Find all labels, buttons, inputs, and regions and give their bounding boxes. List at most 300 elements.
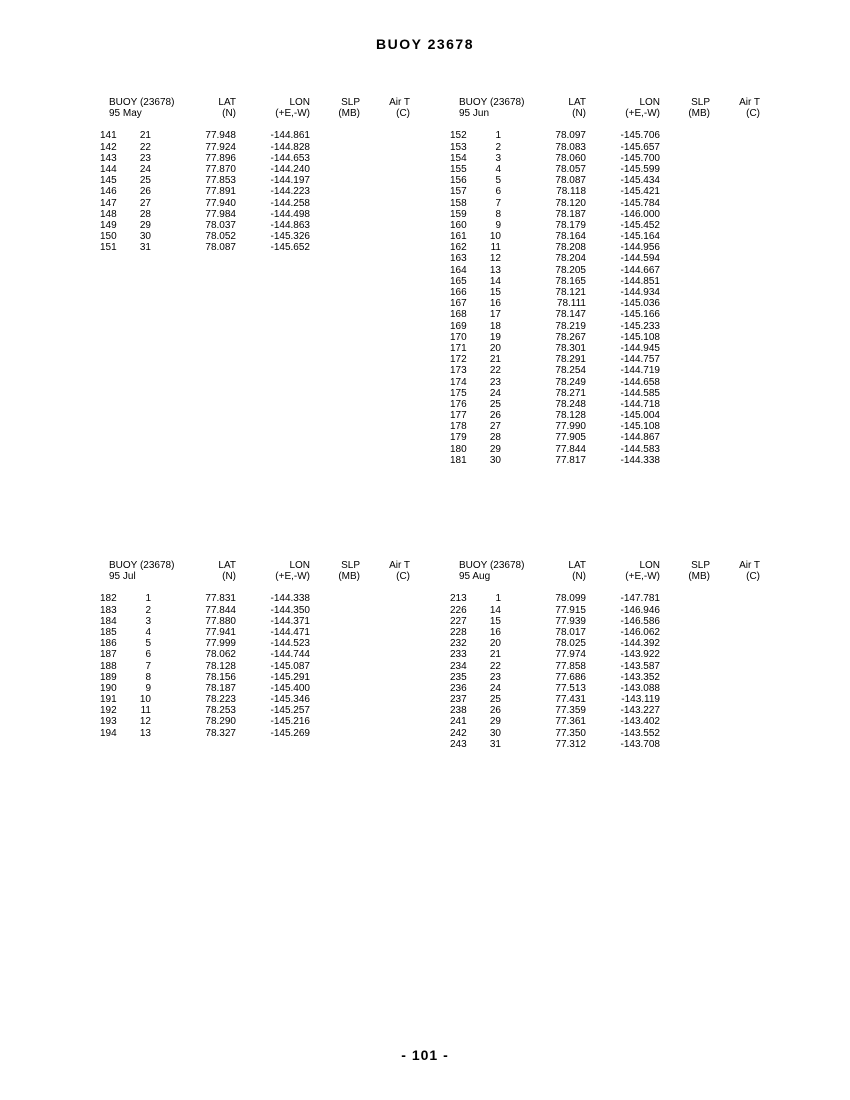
lon-value: -143.922 (620, 649, 660, 661)
lon-value: -144.585 (620, 387, 660, 399)
lat-value: 78.111 (556, 298, 586, 310)
table-row (450, 130, 760, 141)
data-rows (100, 593, 410, 738)
lon-value: -145.216 (270, 716, 310, 728)
airt-unit: (C) (396, 571, 410, 583)
table-row (450, 153, 760, 164)
day-of-month: 5 (145, 638, 151, 650)
day-of-year: 171 (450, 342, 467, 354)
lat-value: 77.948 (205, 130, 236, 142)
lon-value: -145.700 (620, 152, 660, 164)
table-row (100, 716, 410, 727)
lat-value: 78.118 (556, 186, 586, 198)
lat-value: 78.147 (555, 309, 586, 321)
table-row (450, 354, 760, 365)
lon-value: -145.657 (620, 141, 660, 153)
day-of-year: 148 (100, 208, 117, 220)
day-of-year: 190 (100, 682, 117, 694)
day-of-year: 161 (450, 231, 467, 243)
lat-value: 77.844 (555, 443, 586, 455)
lat-value: 77.844 (205, 604, 236, 616)
lat-value: 78.208 (555, 242, 586, 254)
day-of-month: 20 (489, 638, 501, 650)
table-row (100, 186, 410, 197)
day-of-year: 192 (100, 705, 117, 717)
table-row (450, 142, 760, 153)
lon-value: -144.240 (270, 163, 310, 175)
day-of-month: 21 (489, 354, 501, 366)
lon-value: -145.652 (270, 242, 310, 254)
data-block-jun (450, 97, 760, 466)
day-of-month: 2 (145, 604, 151, 616)
lat-value: 78.087 (205, 242, 236, 254)
lat-value: 78.249 (555, 376, 586, 388)
lon-value: -144.371 (270, 615, 310, 627)
table-row (450, 265, 760, 276)
lon-value: -145.421 (620, 186, 660, 198)
lat-value: 78.253 (205, 705, 236, 717)
lon-value: -145.166 (620, 309, 660, 321)
data-block-aug (450, 560, 760, 750)
lon-value: -144.594 (620, 253, 660, 265)
lon-value: -144.744 (270, 649, 310, 661)
lon-value: -144.945 (620, 342, 660, 354)
table-row (450, 276, 760, 287)
table-row (450, 455, 760, 466)
table-row (100, 605, 410, 616)
day-of-month: 24 (489, 682, 501, 694)
day-of-month: 10 (489, 231, 501, 243)
day-of-year: 163 (450, 253, 467, 265)
day-of-month: 22 (489, 365, 501, 377)
table-row (450, 242, 760, 253)
day-of-month: 7 (145, 660, 151, 672)
day-of-month: 3 (495, 152, 501, 164)
day-of-month: 9 (145, 682, 151, 694)
day-of-year: 156 (450, 175, 467, 187)
day-of-month: 11 (490, 242, 501, 254)
day-of-month: 24 (139, 163, 151, 175)
day-of-month: 27 (489, 421, 501, 433)
lat-value: 77.817 (555, 454, 586, 466)
table-row (100, 649, 410, 660)
day-of-month: 26 (489, 705, 501, 717)
lat-value: 77.974 (555, 649, 586, 661)
buoy-label: BUOY (23678) (109, 560, 175, 571)
table-row (450, 388, 760, 399)
slp-header: SLP (341, 97, 360, 108)
lat-value: 78.057 (555, 163, 586, 175)
lon-value: -144.350 (270, 604, 310, 616)
day-of-month: 2 (495, 141, 501, 153)
table-row (450, 672, 760, 683)
table-row (100, 130, 410, 141)
lon-value: -145.784 (620, 197, 660, 209)
day-of-year: 243 (450, 738, 467, 750)
lon-value: -145.108 (620, 331, 660, 343)
day-of-month: 15 (489, 615, 501, 627)
day-of-year: 185 (100, 626, 117, 638)
lon-value: -144.867 (620, 432, 660, 444)
slp-header: SLP (691, 97, 710, 108)
airt-unit: (C) (746, 108, 760, 120)
lon-value: -144.653 (270, 152, 310, 164)
day-of-month: 11 (140, 705, 151, 717)
lon-value: -143.708 (620, 738, 660, 750)
day-of-year: 184 (100, 615, 117, 627)
airt-header: Air T (739, 560, 760, 571)
day-of-year: 160 (450, 219, 467, 231)
lon-value: -143.352 (620, 671, 660, 683)
day-of-month: 23 (489, 376, 501, 388)
day-of-month: 29 (489, 443, 501, 455)
day-of-month: 20 (489, 342, 501, 354)
day-of-year: 177 (450, 410, 467, 422)
lon-value: -145.400 (270, 682, 310, 694)
day-of-year: 194 (100, 727, 117, 739)
lat-value: 78.060 (555, 152, 586, 164)
lat-value: 78.121 (555, 287, 586, 298)
lat-value: 78.179 (555, 219, 586, 231)
day-of-year: 175 (450, 387, 467, 399)
lat-value: 77.891 (205, 186, 236, 198)
day-of-month: 10 (139, 694, 151, 706)
lat-value: 77.984 (205, 208, 236, 220)
table-row (450, 593, 760, 604)
header-row-1 (450, 97, 760, 108)
lat-value: 78.025 (555, 638, 586, 650)
day-of-month: 25 (489, 694, 501, 706)
day-of-year: 228 (450, 626, 467, 638)
lat-value: 78.097 (555, 130, 586, 142)
lat-value: 77.350 (555, 727, 586, 739)
slp-unit: (MB) (688, 108, 710, 120)
day-of-year: 168 (450, 309, 467, 321)
period-label: 95 May (109, 108, 142, 120)
page-title: BUOY 23678 (375, 36, 474, 52)
lon-value: -145.346 (270, 694, 310, 706)
lon-value: -145.434 (620, 175, 660, 187)
day-of-month: 7 (495, 197, 501, 209)
lon-value: -146.946 (620, 604, 660, 616)
lon-value: -144.851 (620, 275, 660, 287)
day-of-month: 1 (495, 593, 501, 605)
lon-value: -144.828 (270, 141, 310, 153)
lon-value: -144.757 (620, 354, 660, 366)
table-row (450, 627, 760, 638)
lon-value: -144.338 (620, 454, 660, 466)
day-of-year: 237 (450, 694, 467, 706)
day-of-month: 8 (495, 208, 501, 220)
data-block-jul (100, 560, 410, 739)
lon-value: -144.863 (270, 219, 310, 231)
table-row (100, 593, 410, 604)
lat-value: 78.327 (205, 727, 236, 739)
lon-value: -145.452 (620, 219, 660, 231)
day-of-month: 8 (145, 671, 151, 683)
day-of-month: 14 (489, 604, 501, 616)
day-of-month: 31 (139, 242, 151, 254)
day-of-year: 242 (450, 727, 467, 739)
buoy-label: BUOY (23678) (459, 97, 525, 108)
lon-value: -145.269 (270, 727, 310, 739)
lat-value: 77.924 (205, 141, 236, 153)
lat-value: 78.254 (555, 365, 586, 377)
day-of-month: 5 (495, 175, 501, 187)
table-row (100, 142, 410, 153)
day-of-year: 178 (450, 421, 467, 433)
lat-value: 77.999 (205, 638, 236, 650)
lon-value: -143.552 (620, 727, 660, 739)
day-of-year: 189 (100, 671, 117, 683)
day-of-year: 172 (450, 354, 467, 366)
table-row (450, 739, 760, 750)
data-block-may (100, 97, 410, 253)
day-of-year: 236 (450, 682, 467, 694)
lon-unit: (+E,-W) (625, 108, 660, 120)
day-of-month: 30 (489, 454, 501, 466)
lon-value: -144.861 (270, 130, 310, 142)
table-row (450, 332, 760, 343)
day-of-month: 31 (489, 738, 501, 750)
slp-unit: (MB) (688, 571, 710, 583)
day-of-year: 186 (100, 638, 117, 650)
lon-value: -144.471 (270, 626, 310, 638)
day-of-year: 150 (100, 231, 117, 243)
lon-value: -146.000 (620, 208, 660, 220)
lat-value: 77.359 (555, 705, 586, 717)
table-row (100, 694, 410, 705)
lat-value: 78.291 (555, 354, 586, 366)
day-of-month: 25 (489, 398, 501, 410)
lon-value: -144.719 (620, 365, 660, 377)
table-row (100, 683, 410, 694)
data-rows (100, 130, 410, 253)
table-row (450, 343, 760, 354)
lon-value: -145.087 (270, 660, 310, 672)
day-of-year: 232 (450, 638, 467, 650)
lon-header: LON (639, 560, 660, 571)
day-of-year: 143 (100, 152, 117, 164)
day-of-month: 23 (489, 671, 501, 683)
lon-value: -145.706 (620, 130, 660, 142)
day-of-month: 21 (489, 649, 501, 661)
lat-value: 77.831 (205, 593, 236, 605)
table-row (450, 231, 760, 242)
lat-header: LAT (218, 97, 236, 108)
day-of-year: 151 (100, 242, 117, 254)
table-row (450, 253, 760, 264)
day-of-year: 159 (450, 208, 467, 220)
day-of-year: 183 (100, 604, 117, 616)
table-row (100, 672, 410, 683)
lat-unit: (N) (222, 108, 236, 120)
lon-value: -145.291 (270, 671, 310, 683)
day-of-year: 170 (450, 331, 467, 343)
buoy-label: BUOY (23678) (459, 560, 525, 571)
lon-unit: (+E,-W) (275, 108, 310, 120)
day-of-year: 145 (100, 175, 117, 187)
lat-value: 78.290 (205, 716, 236, 728)
day-of-year: 179 (450, 432, 467, 444)
day-of-month: 16 (489, 298, 501, 310)
table-row (450, 399, 760, 410)
lat-value: 78.087 (555, 175, 586, 187)
lon-value: -144.498 (270, 208, 310, 220)
slp-unit: (MB) (338, 571, 360, 583)
lon-header: LON (289, 560, 310, 571)
table-row (100, 627, 410, 638)
lon-header: LON (289, 97, 310, 108)
lon-value: -145.164 (620, 231, 660, 243)
lon-value: -144.197 (270, 175, 310, 187)
day-of-month: 13 (139, 727, 151, 739)
lat-value: 78.164 (555, 231, 586, 243)
lat-value: 78.099 (555, 593, 586, 605)
lat-value: 78.083 (555, 141, 586, 153)
lon-value: -146.586 (620, 615, 660, 627)
lat-value: 78.219 (555, 320, 586, 332)
airt-header: Air T (389, 97, 410, 108)
table-row (450, 444, 760, 455)
lat-header: LAT (218, 560, 236, 571)
day-of-year: 193 (100, 716, 117, 728)
airt-unit: (C) (746, 571, 760, 583)
slp-unit: (MB) (338, 108, 360, 120)
lat-value: 77.361 (555, 716, 586, 728)
lat-value: 78.204 (555, 253, 586, 265)
day-of-month: 29 (139, 219, 151, 231)
lat-value: 77.513 (555, 682, 586, 694)
table-row (450, 377, 760, 388)
lon-value: -144.258 (270, 197, 310, 209)
lon-value: -145.108 (620, 421, 660, 433)
lat-value: 78.062 (205, 649, 236, 661)
day-of-year: 165 (450, 275, 467, 287)
day-of-year: 153 (450, 141, 467, 153)
lat-value: 78.017 (555, 626, 586, 638)
lat-value: 78.205 (555, 264, 586, 276)
table-row (450, 683, 760, 694)
day-of-month: 4 (145, 626, 151, 638)
lat-value: 77.941 (205, 626, 236, 638)
lon-value: -144.667 (620, 264, 660, 276)
day-of-year: 141 (100, 130, 117, 142)
day-of-year: 158 (450, 197, 467, 209)
day-of-month: 6 (495, 186, 501, 198)
day-of-year: 191 (100, 694, 117, 706)
day-of-year: 157 (450, 186, 467, 198)
data-rows (450, 130, 760, 466)
day-of-month: 26 (489, 410, 501, 422)
lat-value: 78.120 (555, 197, 586, 209)
day-of-month: 15 (489, 287, 501, 298)
day-of-year: 226 (450, 604, 467, 616)
day-of-year: 142 (100, 141, 117, 153)
lon-value: -143.587 (620, 660, 660, 672)
day-of-month: 4 (495, 163, 501, 175)
day-of-month: 28 (139, 208, 151, 220)
lat-value: 78.187 (555, 208, 586, 220)
header-row-2 (100, 571, 410, 582)
lat-value: 78.267 (555, 331, 586, 343)
buoy-label: BUOY (23678) (109, 97, 175, 108)
table-row (450, 705, 760, 716)
table-row (450, 198, 760, 209)
table-row (100, 728, 410, 739)
slp-header: SLP (691, 560, 710, 571)
table-row (100, 209, 410, 220)
table-row (450, 716, 760, 727)
table-row (450, 175, 760, 186)
page-number: - 101 - (401, 1047, 449, 1063)
day-of-year: 149 (100, 219, 117, 231)
day-of-month: 16 (489, 626, 501, 638)
lon-value: -145.257 (270, 705, 310, 717)
day-of-month: 25 (139, 175, 151, 187)
day-of-year: 173 (450, 365, 467, 377)
day-of-year: 233 (450, 649, 467, 661)
header-row-2 (450, 108, 760, 119)
day-of-year: 181 (450, 454, 467, 466)
day-of-month: 3 (145, 615, 151, 627)
lat-value: 77.905 (555, 432, 586, 444)
day-of-year: 155 (450, 163, 467, 175)
day-of-year: 234 (450, 660, 467, 672)
lon-unit: (+E,-W) (275, 571, 310, 583)
lon-unit: (+E,-W) (625, 571, 660, 583)
day-of-month: 22 (489, 660, 501, 672)
day-of-year: 147 (100, 197, 117, 209)
day-of-month: 23 (139, 152, 151, 164)
header-row-1 (100, 97, 410, 108)
lon-value: -145.036 (620, 298, 660, 310)
header-row-2 (100, 108, 410, 119)
lat-unit: (N) (222, 571, 236, 583)
lon-value: -144.658 (620, 376, 660, 388)
day-of-month: 18 (489, 320, 501, 332)
lat-value: 77.870 (205, 163, 236, 175)
airt-unit: (C) (396, 108, 410, 120)
lon-value: -143.119 (621, 694, 660, 706)
table-row (450, 638, 760, 649)
lat-value: 78.301 (555, 342, 586, 354)
day-of-month: 17 (489, 309, 501, 321)
lon-value: -144.392 (620, 638, 660, 650)
lon-value: -145.233 (620, 320, 660, 332)
lon-header: LON (639, 97, 660, 108)
table-row (100, 242, 410, 253)
slp-header: SLP (341, 560, 360, 571)
lat-value: 77.939 (555, 615, 586, 627)
day-of-month: 30 (139, 231, 151, 243)
lat-value: 78.223 (205, 694, 236, 706)
day-of-year: 180 (450, 443, 467, 455)
day-of-month: 14 (489, 275, 501, 287)
day-of-year: 169 (450, 320, 467, 332)
table-row (450, 728, 760, 739)
day-of-year: 162 (450, 242, 467, 254)
day-of-month: 22 (139, 141, 151, 153)
lon-value: -144.956 (620, 242, 660, 254)
lat-value: 78.128 (555, 410, 586, 422)
lon-value: -145.599 (620, 163, 660, 175)
lon-value: -144.523 (270, 638, 310, 650)
lat-header: LAT (568, 560, 586, 571)
header-row-1 (100, 560, 410, 571)
day-of-year: 174 (450, 376, 467, 388)
day-of-year: 144 (100, 163, 117, 175)
